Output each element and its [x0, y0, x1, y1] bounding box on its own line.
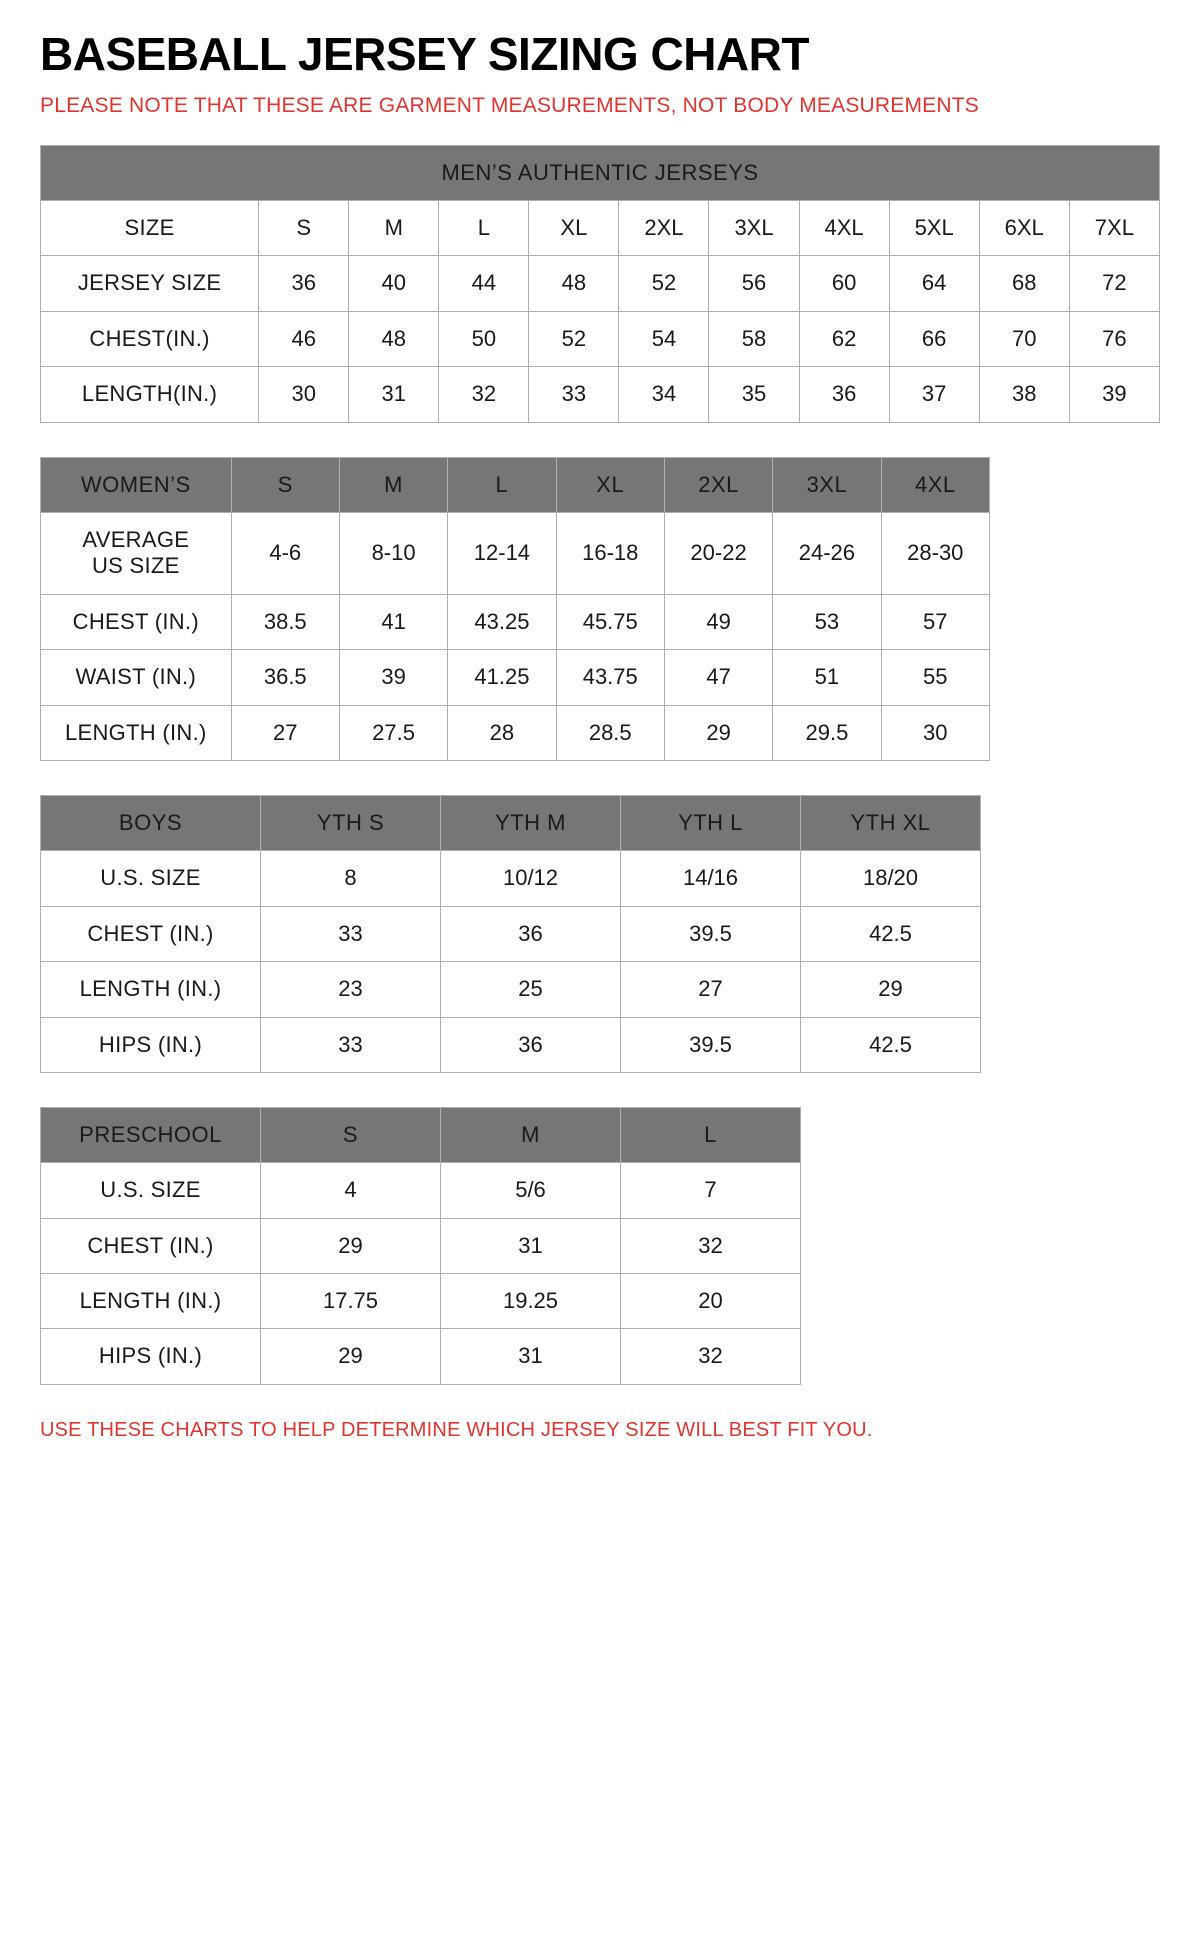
- table-row: [41, 594, 990, 649]
- cell: 41: [339, 594, 447, 649]
- cell: 29: [261, 1329, 441, 1384]
- column-header: YTH S: [261, 795, 441, 850]
- cell: 23: [261, 962, 441, 1017]
- cell: 52: [619, 256, 709, 311]
- table-row: [41, 906, 981, 961]
- row-label-line2: US SIZE: [91, 553, 180, 579]
- cell: 29: [664, 705, 772, 760]
- column-header: S: [231, 457, 339, 512]
- cell: 20-22: [664, 512, 772, 594]
- table-row: [41, 1329, 801, 1384]
- cell: 70: [979, 311, 1069, 366]
- cell: 47: [664, 650, 772, 705]
- column-header: L: [448, 457, 556, 512]
- measurement-note: PLEASE NOTE THAT THESE ARE GARMENT MEASUREMENTS, NOT BODY MEASUREMENTS: [40, 94, 979, 118]
- column-header: 7XL: [1069, 201, 1159, 256]
- row-label: [41, 512, 232, 594]
- table-row: [41, 1017, 981, 1072]
- cell: 46: [259, 311, 349, 366]
- column-header: M: [349, 201, 439, 256]
- column-header: SIZE: [41, 201, 259, 256]
- page-title: BASEBALL JERSEY SIZING CHART: [40, 28, 809, 80]
- column-header: YTH M: [441, 795, 621, 850]
- cell: 42.5: [801, 906, 981, 961]
- cell: 31: [441, 1329, 621, 1384]
- row-label: HIPS (IN.): [41, 1329, 261, 1384]
- table-row: [41, 650, 990, 705]
- row-label: LENGTH (IN.): [41, 705, 232, 760]
- cell: 41.25: [448, 650, 556, 705]
- cell: 33: [529, 367, 619, 422]
- row-label: U.S. SIZE: [41, 1163, 261, 1218]
- cell: 33: [261, 906, 441, 961]
- table-row: [41, 851, 981, 906]
- cell: 18/20: [801, 851, 981, 906]
- cell: 39.5: [621, 1017, 801, 1072]
- cell: 49: [664, 594, 772, 649]
- cell: 27: [231, 705, 339, 760]
- cell: 43.25: [448, 594, 556, 649]
- cell: 7: [621, 1163, 801, 1218]
- cell: 45.75: [556, 594, 664, 649]
- cell: 54: [619, 311, 709, 366]
- mens-banner: MEN’S AUTHENTIC JERSEYS: [41, 145, 1160, 200]
- cell: 60: [799, 256, 889, 311]
- cell: 4: [261, 1163, 441, 1218]
- cell: 17.75: [261, 1274, 441, 1329]
- column-header: YTH L: [621, 795, 801, 850]
- cell: 39: [1069, 367, 1159, 422]
- cell: 43.75: [556, 650, 664, 705]
- cell: 38.5: [231, 594, 339, 649]
- table-row: [41, 1163, 801, 1218]
- cell: 33: [261, 1017, 441, 1072]
- cell: 19.25: [441, 1274, 621, 1329]
- cell: 48: [529, 256, 619, 311]
- cell: 30: [259, 367, 349, 422]
- column-header: 6XL: [979, 201, 1069, 256]
- cell: 55: [881, 650, 989, 705]
- table-row: [41, 795, 981, 850]
- cell: 53: [773, 594, 881, 649]
- womens-sizing-table: [40, 457, 990, 761]
- cell: 50: [439, 311, 529, 366]
- cell: 24-26: [773, 512, 881, 594]
- table-row: [41, 256, 1160, 311]
- column-header: XL: [529, 201, 619, 256]
- cell: 39: [339, 650, 447, 705]
- mens-sizing-table: [40, 145, 1160, 423]
- row-label: CHEST (IN.): [41, 906, 261, 961]
- cell: 29.5: [773, 705, 881, 760]
- preschool-sizing-table: [40, 1107, 801, 1385]
- column-header: 3XL: [709, 201, 799, 256]
- cell: 28-30: [881, 512, 989, 594]
- table-row: [41, 1107, 801, 1162]
- table-row: [41, 311, 1160, 366]
- column-header: 4XL: [881, 457, 989, 512]
- column-header: L: [439, 201, 529, 256]
- cell: 10/12: [441, 851, 621, 906]
- cell: 30: [881, 705, 989, 760]
- cell: 8-10: [339, 512, 447, 594]
- row-label: JERSEY SIZE: [41, 256, 259, 311]
- cell: 14/16: [621, 851, 801, 906]
- cell: 20: [621, 1274, 801, 1329]
- cell: 76: [1069, 311, 1159, 366]
- cell: 29: [801, 962, 981, 1017]
- table-row: [41, 1218, 801, 1273]
- row-label: WAIST (IN.): [41, 650, 232, 705]
- cell: 36: [259, 256, 349, 311]
- column-header: BOYS: [41, 795, 261, 850]
- cell: 29: [261, 1218, 441, 1273]
- column-header: WOMEN’S: [41, 457, 232, 512]
- cell: 12-14: [448, 512, 556, 594]
- cell: 51: [773, 650, 881, 705]
- cell: 36.5: [231, 650, 339, 705]
- cell: 40: [349, 256, 439, 311]
- row-label: CHEST (IN.): [41, 1218, 261, 1273]
- cell: 52: [529, 311, 619, 366]
- table-row: [41, 1274, 801, 1329]
- column-header: PRESCHOOL: [41, 1107, 261, 1162]
- row-label: LENGTH(IN.): [41, 367, 259, 422]
- table-row: [41, 457, 990, 512]
- column-header: L: [621, 1107, 801, 1162]
- cell: 62: [799, 311, 889, 366]
- cell: 44: [439, 256, 529, 311]
- cell: 38: [979, 367, 1069, 422]
- row-label: CHEST(IN.): [41, 311, 259, 366]
- table-row: [41, 705, 990, 760]
- cell: 66: [889, 311, 979, 366]
- cell: 31: [441, 1218, 621, 1273]
- table-row: [41, 962, 981, 1017]
- column-header: 4XL: [799, 201, 889, 256]
- cell: 16-18: [556, 512, 664, 594]
- row-label: U.S. SIZE: [41, 851, 261, 906]
- column-header: M: [441, 1107, 621, 1162]
- cell: 32: [439, 367, 529, 422]
- row-label: LENGTH (IN.): [41, 1274, 261, 1329]
- cell: 35: [709, 367, 799, 422]
- cell: 39.5: [621, 906, 801, 961]
- column-header: 5XL: [889, 201, 979, 256]
- cell: 27: [621, 962, 801, 1017]
- column-header: M: [339, 457, 447, 512]
- cell: 31: [349, 367, 439, 422]
- cell: 37: [889, 367, 979, 422]
- table-row: [41, 367, 1160, 422]
- column-header: 3XL: [773, 457, 881, 512]
- cell: 64: [889, 256, 979, 311]
- cell: 27.5: [339, 705, 447, 760]
- row-label: LENGTH (IN.): [41, 962, 261, 1017]
- row-label-line1: AVERAGE: [82, 526, 190, 552]
- boys-sizing-table: [40, 795, 981, 1073]
- cell: 32: [621, 1218, 801, 1273]
- cell: 36: [799, 367, 889, 422]
- column-header: XL: [556, 457, 664, 512]
- cell: 36: [441, 1017, 621, 1072]
- cell: 28.5: [556, 705, 664, 760]
- cell: 68: [979, 256, 1069, 311]
- cell: 56: [709, 256, 799, 311]
- cell: 25: [441, 962, 621, 1017]
- cell: 28: [448, 705, 556, 760]
- cell: 36: [441, 906, 621, 961]
- cell: 34: [619, 367, 709, 422]
- column-header: S: [261, 1107, 441, 1162]
- table-row: [41, 145, 1160, 200]
- column-header: 2XL: [619, 201, 709, 256]
- cell: 4-6: [231, 512, 339, 594]
- column-header: YTH XL: [801, 795, 981, 850]
- footer-note: USE THESE CHARTS TO HELP DETERMINE WHICH JERSEY SIZE WILL BEST FIT YOU.: [40, 1418, 873, 1441]
- cell: 5/6: [441, 1163, 621, 1218]
- column-header: 2XL: [664, 457, 772, 512]
- cell: 58: [709, 311, 799, 366]
- row-label: HIPS (IN.): [41, 1017, 261, 1072]
- cell: 32: [621, 1329, 801, 1384]
- column-header: S: [259, 201, 349, 256]
- table-row: [41, 512, 990, 594]
- table-row: [41, 201, 1160, 256]
- cell: 8: [261, 851, 441, 906]
- cell: 57: [881, 594, 989, 649]
- row-label: CHEST (IN.): [41, 594, 232, 649]
- cell: 42.5: [801, 1017, 981, 1072]
- cell: 72: [1069, 256, 1159, 311]
- cell: 48: [349, 311, 439, 366]
